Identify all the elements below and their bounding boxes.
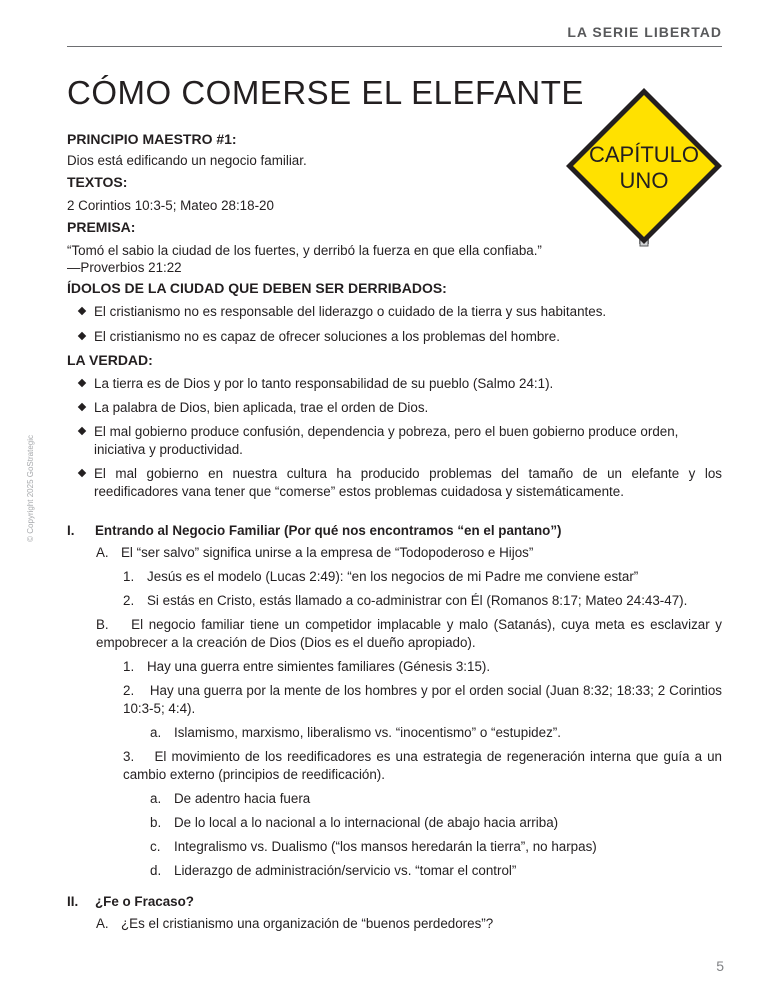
texts-text: 2 Corintios 10:3-5; Mateo 28:18-20: [67, 198, 274, 213]
outline-letter: a.: [150, 725, 162, 740]
outline-text: Islamismo, marxismo, liberalismo vs. “inocentismo” o “estupidez”.: [174, 725, 561, 740]
outline-item-i-b-3-a: [67, 790, 722, 808]
outline-text: Liderazgo de administración/servicio vs. “tomar el control”: [174, 863, 517, 878]
outline-letter: A.: [96, 545, 109, 560]
outline-item-i-a-2: [67, 592, 722, 610]
outline-text: ¿Es el cristianismo una organización de “buenos perdedores”?: [121, 916, 494, 931]
outline-item-i-b-3-c: [67, 838, 722, 856]
outline-item-i-b-2: [67, 682, 722, 718]
outline-title: Entrando al Negocio Familiar (Por qué nos encontramos “en el pantano”): [95, 523, 562, 538]
outline-text: Hay una guerra por la mente de los hombres y por el orden social (Juan 8:32; 18:33; 2 Corintios 10:3-5; 4:4).: [123, 683, 722, 716]
outline-item-i-b-3-d: [67, 862, 722, 880]
page-content: [67, 128, 722, 933]
outline-item-i-b-3: [67, 748, 722, 784]
header-rule: [67, 46, 722, 47]
outline-text: De lo local a lo nacional a lo internacional (de abajo hacia arriba): [174, 815, 559, 830]
page-number: 5: [716, 958, 724, 974]
outline-letter: A.: [96, 916, 109, 931]
outline-item-i-a: [67, 544, 722, 562]
outline-number: I.: [67, 523, 75, 538]
outline-item-i-b-2-a: [67, 724, 722, 742]
outline-text: De adentro hacia fuera: [174, 791, 311, 806]
outline-item-i-b: [67, 616, 722, 652]
truth-label: LA VERDAD:: [67, 352, 153, 368]
outline-title: ¿Fe o Fracaso?: [95, 894, 194, 909]
outline-text: Jesús es el modelo (Lucas 2:49): “en los negocios de mi Padre me conviene estar”: [147, 569, 639, 584]
outline-text: El “ser salvo” significa unirse a la empresa de “Todopoderoso e Hijos”: [121, 545, 534, 560]
chapter-title: CÓMO COMERSE EL ELEFANTE: [67, 74, 584, 111]
outline-number: 1.: [123, 659, 135, 674]
sign-line-1: CAPÍTULO: [588, 142, 700, 167]
outline-item-ii-a: [67, 915, 722, 933]
outline-text: Si estás en Cristo, estás llamado a co-administrar con Él (Romanos 8:17; Mateo 24:43-47).: [147, 593, 688, 608]
outline-number: 3.: [123, 749, 135, 764]
outline-number: 2.: [123, 683, 135, 698]
idol-item: El cristianismo no es responsable del liderazgo o cuidado de la tierra y sus habitantes.: [67, 303, 722, 321]
outline-text: El negocio familiar tiene un competidor implacable y malo (Satanás), cuya meta es esclavizar y empobrecer a la creación de Dios (Dios es el dueño apropiado).: [96, 617, 722, 650]
truth-item: El mal gobierno produce confusión, dependencia y pobreza, pero el buen gobierno produce orden, iniciativa y productividad.: [67, 423, 722, 459]
truth-item: El mal gobierno en nuestra cultura ha producido problemas del tamaño de un elefante y los reedificadores vana tener que “comerse” estos problemas cuidadosa y sistemáticamente.: [67, 465, 722, 501]
outline-letter: B.: [96, 617, 109, 632]
outline-letter: a.: [150, 791, 162, 806]
outline-letter: d.: [150, 863, 162, 878]
idols-label: ÍDOLOS DE LA CIUDAD QUE DEBEN SER DERRIBADOS:: [67, 280, 447, 296]
outline-text: El movimiento de los reedificadores es una estrategia de regeneración interna que guía a un cambio externo (principios de reedificación).: [123, 749, 722, 782]
outline-text: Hay una guerra entre simientes familiares (Génesis 3:15).: [147, 659, 491, 674]
premise-reference: —Proverbios 21:22: [67, 260, 182, 275]
outline-item-i-b-1: [67, 658, 722, 676]
principle-label: PRINCIPIO MAESTRO #1:: [67, 131, 237, 147]
premise-label: PREMISA:: [67, 219, 136, 235]
copyright-notice: © Copyright 2025 GoStrategic: [26, 435, 35, 542]
truth-item: La palabra de Dios, bien aplicada, trae el orden de Dios.: [67, 399, 722, 417]
outline-letter: b.: [150, 815, 162, 830]
sign-line-2: UNO: [619, 168, 669, 193]
truth-item: La tierra es de Dios y por lo tanto responsabilidad de su pueblo (Salmo 24:1).: [67, 375, 722, 393]
premise-text: “Tomó el sabio la ciudad de los fuertes, y derribó la fuerza en que ella confiaba.”: [67, 243, 542, 258]
outline-letter: c.: [150, 839, 161, 854]
texts-label: TEXTOS:: [67, 174, 128, 190]
outline-number: II.: [67, 894, 79, 909]
outline-item-i-b-3-b: [67, 814, 722, 832]
outline-text: Integralismo vs. Dualismo (“los mansos heredarán la tierra”, no harpas): [174, 839, 597, 854]
series-header: LA SERIE LIBERTAD: [567, 24, 722, 40]
outline-number: 2.: [123, 593, 135, 608]
outline-section-i: [67, 523, 722, 538]
outline-section-ii: [67, 894, 722, 909]
idol-item: El cristianismo no es capaz de ofrecer soluciones a los problemas del hombre.: [67, 328, 722, 346]
outline-number: 1.: [123, 569, 135, 584]
outline-item-i-a-1: [67, 568, 722, 586]
principle-text: Dios está edificando un negocio familiar.: [67, 153, 307, 168]
